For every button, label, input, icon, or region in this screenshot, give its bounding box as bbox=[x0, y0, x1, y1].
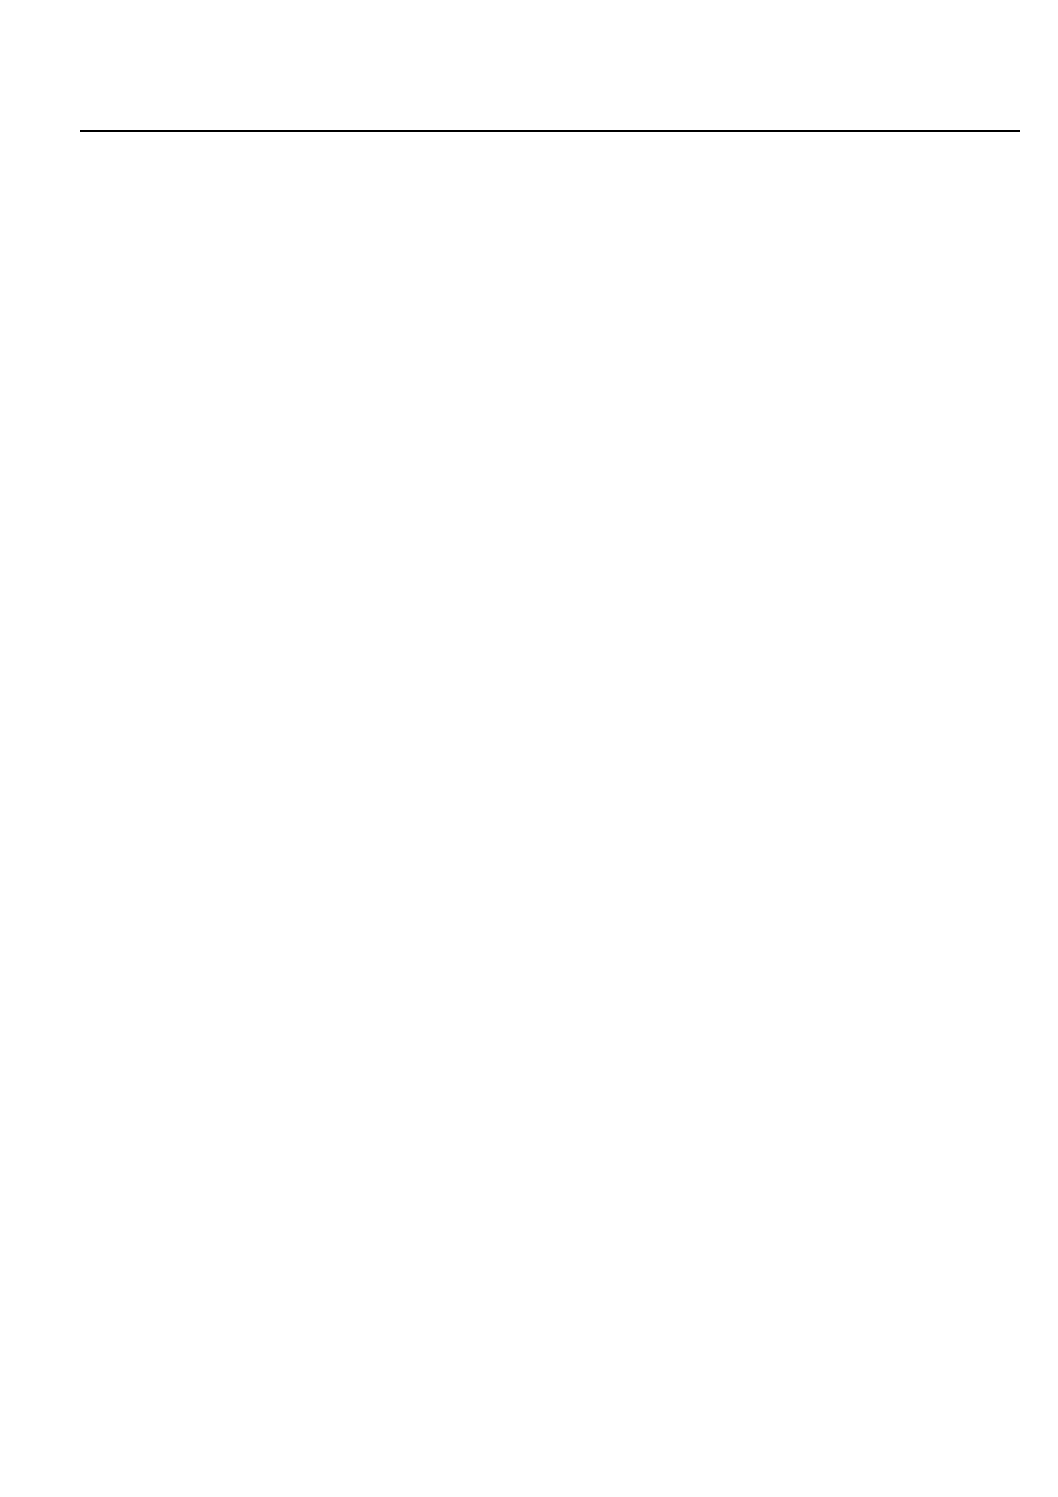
ranking-table bbox=[80, 130, 1020, 132]
footer bbox=[0, 1442, 1058, 1462]
